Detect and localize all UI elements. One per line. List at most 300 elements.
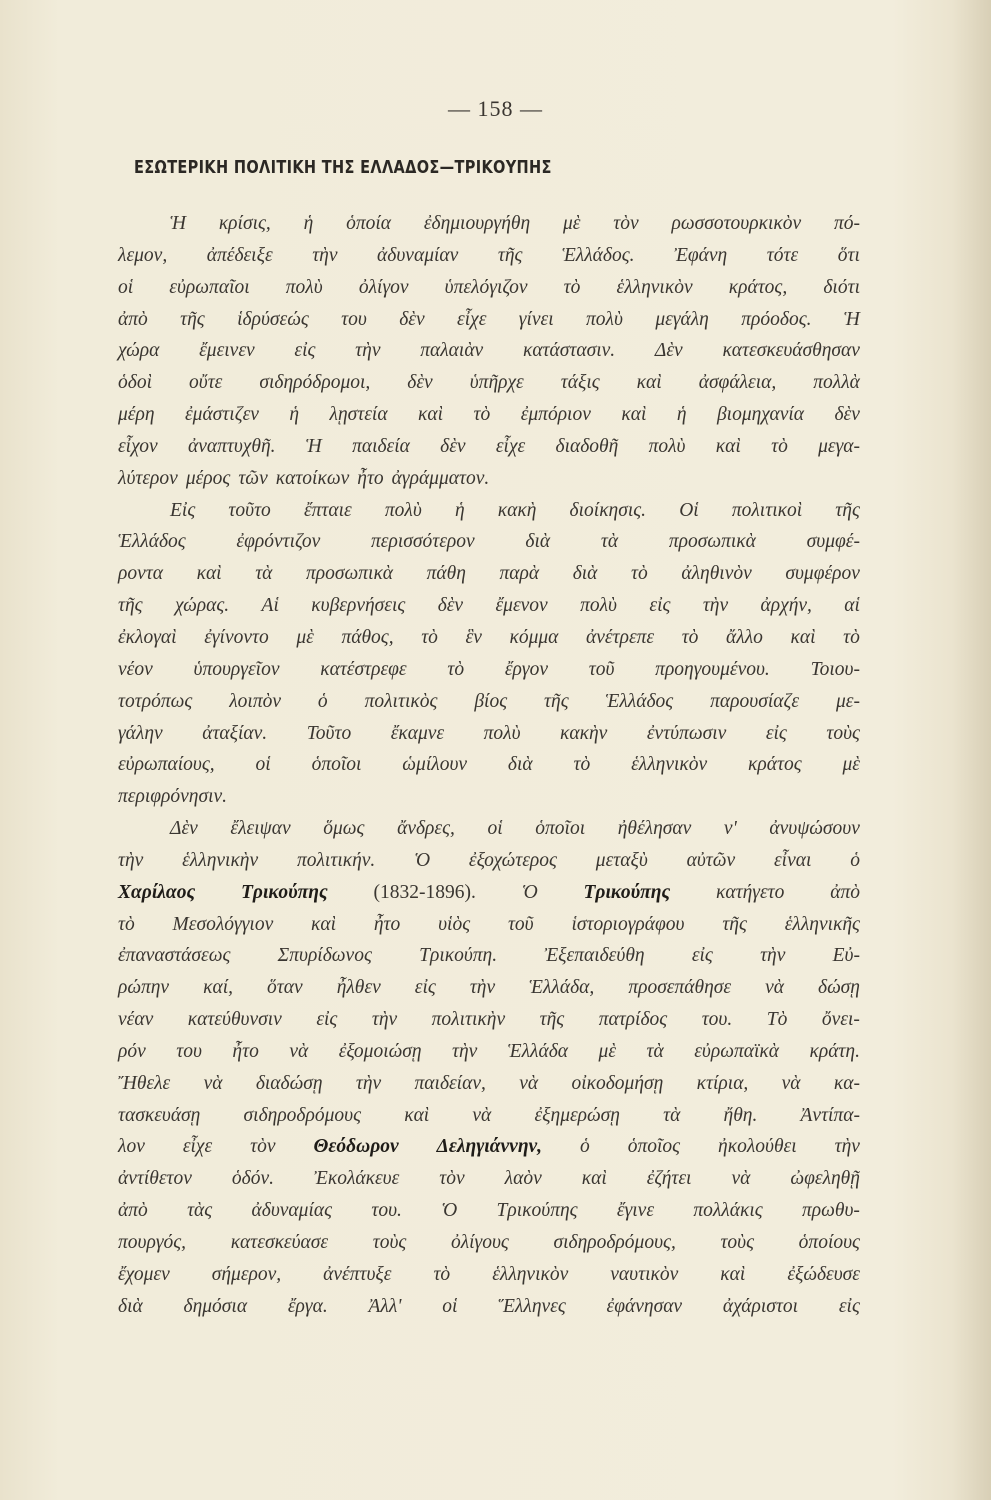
- word: Ἀντίπα-: [800, 1104, 860, 1126]
- word: Ἡ: [305, 435, 322, 457]
- word: ἀσφάλεια,: [698, 372, 777, 394]
- text-line: [118, 463, 860, 495]
- word: νὰ: [781, 1072, 801, 1094]
- word: καὶ: [790, 626, 816, 648]
- text-line: [118, 1131, 860, 1163]
- word: ρόν: [118, 1040, 146, 1062]
- page-number: — 158 —: [448, 96, 543, 121]
- word: τῆς: [539, 1009, 565, 1031]
- word: τῆς: [544, 690, 569, 712]
- word: εὐρωπαῖοι: [169, 276, 250, 298]
- word: κακὴν: [560, 722, 608, 744]
- word: λον: [118, 1136, 145, 1158]
- word: Ἡ: [843, 308, 860, 330]
- word: ἀπὸ: [118, 308, 148, 330]
- word: ἠθέλησαν: [617, 818, 692, 840]
- word: ἔμεινεν: [199, 340, 255, 362]
- word: διὰ: [507, 754, 533, 776]
- text-line: [118, 1195, 860, 1227]
- word: τὸ: [421, 626, 438, 648]
- word: δὲν: [437, 595, 464, 617]
- word: καὶ: [621, 404, 647, 426]
- text-line: [118, 877, 860, 909]
- word: μεταξὺ: [595, 849, 648, 871]
- word: μέρος: [185, 467, 231, 489]
- word: βίος: [474, 690, 508, 712]
- word: ἀνέπτυξε: [323, 1263, 392, 1285]
- word: οἱ: [487, 818, 503, 840]
- word: του: [341, 308, 367, 330]
- word: μεγάλη: [655, 308, 709, 330]
- word: διοίκησις.: [569, 499, 647, 521]
- word: τῆς: [180, 308, 205, 330]
- word: ἠκολούθει: [718, 1136, 797, 1158]
- word: ἦτο: [232, 1040, 259, 1062]
- section-heading: ΕΣΩΤΕΡΙΚΗ ΠΟΛΙΤΙΚΗ ΤΗΣ ΕΛΛΑΔΟΣ—ΤΡΙΚΟΥΠΗΣ: [134, 158, 552, 178]
- word: ἑλληνικὸν: [616, 276, 693, 298]
- word: εἰς: [649, 595, 671, 617]
- word: τὰς: [187, 1200, 213, 1222]
- word: ὁδόν.: [231, 1168, 275, 1190]
- word: πολλὰ: [813, 372, 860, 394]
- word: ἔπταιε: [303, 499, 352, 521]
- word: εἰς: [765, 722, 787, 744]
- word: λεμον,: [118, 244, 168, 266]
- word: Τρικούπης: [496, 1200, 578, 1222]
- word: πολιτικὸς: [364, 690, 438, 712]
- word: Ἡ: [170, 213, 186, 234]
- word: τὴν: [371, 1009, 398, 1031]
- text-line: [118, 1163, 860, 1195]
- word: ἔχομεν: [118, 1263, 170, 1285]
- word: τὴν: [702, 595, 729, 617]
- word: ἐφάνησαν: [606, 1295, 683, 1317]
- word: τὸ: [843, 626, 860, 648]
- word: δὲν: [407, 372, 433, 394]
- text-line: [118, 1068, 860, 1100]
- word: τῆς: [497, 244, 523, 266]
- text-line: [118, 1100, 860, 1132]
- word: παρὰ: [499, 563, 540, 585]
- word: ὀλίγον: [358, 276, 409, 298]
- word: Ἑλλάδα: [507, 1040, 569, 1062]
- word: καὶ: [581, 1168, 607, 1190]
- word: περισσότερον: [371, 531, 475, 553]
- word: κατεσκεύασε: [230, 1232, 329, 1253]
- word: ἀναπτυχθῆ.: [187, 435, 276, 457]
- word: ἔμενον: [495, 595, 548, 617]
- word: ὠφεληθῇ: [790, 1168, 860, 1190]
- word: τὸ: [473, 404, 491, 426]
- word: ἑλληνικὴν: [182, 849, 259, 871]
- text-line: [118, 495, 860, 527]
- word: νὰ: [765, 977, 784, 999]
- word: ἐμπόριον: [520, 404, 591, 426]
- word: πολὺ: [580, 595, 618, 617]
- word: γάλην: [118, 722, 163, 744]
- word: ἑλληνικὸν: [631, 754, 708, 776]
- word: εὐρωπαίους,: [118, 754, 215, 776]
- word: ἐπαναστάσεως: [118, 945, 231, 967]
- text-line: [118, 558, 860, 590]
- word: μέρη: [118, 404, 155, 426]
- word: Δὲν: [170, 818, 198, 840]
- body-text: [118, 208, 860, 1323]
- word: εἶναι: [774, 849, 812, 871]
- word: τῆς: [835, 499, 860, 521]
- word: πό-: [833, 213, 860, 234]
- word: γίνει: [518, 308, 554, 330]
- word: καί,: [203, 977, 233, 999]
- word: τὸν: [439, 1168, 465, 1190]
- text-line: [118, 972, 860, 1004]
- word: ὁποῖοι: [311, 754, 362, 776]
- word: ἀδυναμίαν: [377, 244, 459, 266]
- word: ἐγίνοντο: [204, 626, 269, 648]
- word: ἦλθεν: [336, 977, 381, 999]
- text-line: [118, 1004, 860, 1036]
- word: ἀντίθετον: [118, 1168, 192, 1190]
- text-line: [118, 654, 860, 686]
- word: ἄνδρες,: [397, 818, 455, 840]
- word: τὰ: [663, 1104, 681, 1126]
- word: κα-: [833, 1072, 860, 1094]
- word: εἰς: [414, 977, 436, 999]
- text-line: [118, 781, 860, 813]
- word: πολιτικὴν: [431, 1009, 506, 1031]
- word: Δεληγιάννην,: [436, 1136, 543, 1158]
- word: νὰ: [203, 1072, 223, 1094]
- word: τοὺς: [720, 1232, 755, 1253]
- word: νὰ: [472, 1104, 492, 1126]
- text-line: [118, 1227, 860, 1259]
- word: ἑλληνικὸν: [492, 1263, 569, 1285]
- word: ἐξοχώτερος: [468, 849, 557, 871]
- word: ἐξομοιώσῃ: [338, 1040, 422, 1062]
- word: ἔκαμνε: [390, 722, 445, 744]
- word: σήμερον,: [211, 1263, 282, 1285]
- text-line: [118, 208, 860, 240]
- text-line: [118, 686, 860, 718]
- word: ἐκλογαὶ: [118, 626, 177, 648]
- word: τὸ: [771, 435, 788, 457]
- text-line: [118, 845, 860, 877]
- word: τῆς: [722, 913, 747, 935]
- word: Τὸ: [766, 1009, 788, 1031]
- word: Οἱ: [679, 499, 699, 521]
- word: προσεπάθησε: [628, 977, 732, 999]
- word: εἰς: [691, 945, 713, 967]
- word: διὰ: [118, 1295, 143, 1317]
- word: Μεσολόγγιον: [172, 913, 274, 935]
- text-line: [118, 399, 860, 431]
- word: πολιτικοὶ: [731, 499, 803, 521]
- word: κατέστρεφε: [320, 658, 407, 680]
- word: ὀλίγους: [450, 1232, 509, 1253]
- word: τῆς: [118, 595, 143, 617]
- word: τὸ: [563, 276, 581, 298]
- word: ἐμάστιζεν: [184, 404, 259, 426]
- word: ἔλειψαν: [230, 818, 291, 840]
- word: ἡ: [289, 404, 300, 426]
- word: λαὸν: [504, 1168, 542, 1190]
- word: Ἐφάνη: [674, 244, 728, 266]
- word: μὲ: [562, 213, 581, 234]
- word: ἀληθινὸν: [681, 563, 752, 585]
- word: καὶ: [311, 913, 337, 935]
- word: ἐντύπωσιν: [646, 722, 727, 744]
- word: ὁδοὶ: [118, 372, 152, 394]
- word: ὅταν: [267, 977, 303, 999]
- word: Ἐκολάκευε: [314, 1168, 400, 1190]
- word: Ἑλλάδος: [605, 690, 674, 712]
- word: προσωπικὰ: [306, 563, 394, 585]
- word: τασκευάσῃ: [118, 1104, 201, 1126]
- word: κρίσις,: [218, 213, 271, 234]
- word: οἱ: [442, 1295, 458, 1317]
- word: καὶ: [418, 404, 444, 426]
- word: Αἱ: [261, 595, 279, 617]
- word: ἀδυναμίας: [251, 1200, 333, 1222]
- word: ἀπὸ: [830, 881, 860, 903]
- word: υἱὸς: [438, 913, 471, 935]
- word: ἄλλο: [726, 626, 763, 648]
- word: μὲ: [598, 1040, 617, 1062]
- word: λύτερον: [118, 467, 178, 489]
- text-line: [118, 240, 860, 272]
- word: πάθη: [426, 563, 466, 585]
- text-line: [118, 718, 860, 750]
- word: πουργός,: [118, 1232, 187, 1253]
- word: ἀγράμματον.: [391, 467, 490, 489]
- word: κακὴ: [497, 499, 537, 521]
- word: τοῦ: [588, 658, 615, 680]
- word: του: [176, 1040, 202, 1062]
- word: ἐφρόντιζον: [236, 531, 321, 553]
- word: σιδηροδρόμους,: [553, 1232, 676, 1253]
- word: βιομηχανία: [716, 404, 805, 426]
- text-line: [118, 1259, 860, 1291]
- word: τοὺς: [826, 722, 860, 744]
- word: κτίρια,: [696, 1072, 749, 1094]
- word: Σπυρίδωνος: [277, 945, 372, 967]
- word: νέαν: [118, 1009, 154, 1031]
- word: τοῦτο: [228, 499, 271, 521]
- text-line: [118, 590, 860, 622]
- word: σιδηρόδρομοι,: [259, 372, 371, 394]
- word: ὑπελόγιζον: [444, 276, 528, 298]
- word: μὲ: [842, 754, 860, 776]
- word: τὴν: [469, 977, 496, 999]
- word: πατρίδος: [598, 1009, 668, 1031]
- word: ἔργα.: [287, 1295, 328, 1317]
- word: Ἑλλάδα,: [529, 977, 595, 999]
- word: εἰς: [316, 1009, 338, 1031]
- word: ὁποία: [346, 213, 392, 234]
- word: ἱστοριογράφου: [571, 913, 685, 935]
- text-line: [118, 272, 860, 304]
- word: πολλάκις: [693, 1200, 763, 1222]
- text-line: [118, 367, 860, 399]
- word: τοτρόπως: [118, 690, 193, 712]
- word: ἐζήτει: [646, 1168, 692, 1190]
- word: ὁ: [850, 849, 860, 871]
- word: τὰ: [255, 563, 273, 585]
- word: δώσῃ: [818, 977, 860, 999]
- word: τὸ: [573, 754, 591, 776]
- word: ἀχάριστοι: [722, 1295, 799, 1317]
- word: Τοῦτο: [306, 722, 352, 744]
- word: νὰ: [731, 1168, 751, 1190]
- text-line: [118, 335, 860, 367]
- word: ὑπῆρχε: [469, 372, 524, 394]
- word: αἱ: [844, 595, 860, 617]
- word: χώρα: [118, 340, 160, 362]
- word: νὰ: [289, 1040, 309, 1062]
- word: τὴν: [118, 849, 144, 871]
- text-line: [118, 526, 860, 558]
- word: ἑλληνικῆς: [784, 913, 860, 935]
- word: δὲν: [834, 404, 860, 426]
- word: ναυτικὸν: [610, 1263, 679, 1285]
- word: ὁ: [580, 1136, 590, 1158]
- word: κατοίκων: [275, 467, 350, 489]
- word: διαδώσῃ: [255, 1072, 323, 1094]
- word: Ἑλλάδος.: [561, 244, 635, 266]
- word: πάθος,: [341, 626, 394, 648]
- word: πολιτικήν.: [296, 849, 376, 871]
- word: Ἤθελε: [118, 1072, 171, 1094]
- word: ἀνυψώσουν: [769, 818, 860, 840]
- word: λοιπὸν: [229, 690, 281, 712]
- word: κατεύθυνσιν: [187, 1009, 282, 1031]
- word: μεγα-: [818, 435, 860, 457]
- word: οἱ: [118, 276, 134, 298]
- word: ἤθη.: [723, 1104, 758, 1126]
- word: τὰ: [646, 1040, 664, 1062]
- word: ρώπην: [118, 977, 170, 999]
- text-line: [118, 813, 860, 845]
- word: καὶ: [404, 1104, 430, 1126]
- word: τότε: [766, 244, 799, 266]
- word: συμφέρον: [785, 563, 860, 585]
- word: τὴν: [760, 945, 786, 967]
- word: ἐξημερώσῃ: [534, 1104, 620, 1126]
- word: πολὺ: [648, 435, 686, 457]
- word: ὡμίλουν: [402, 754, 468, 776]
- word: Τρικούπης: [240, 881, 328, 903]
- word: τὸν: [613, 213, 639, 234]
- word: κράτος: [748, 754, 802, 776]
- word: δὲν: [440, 435, 466, 457]
- word: αὐτῶν: [686, 849, 736, 871]
- word: παρουσίαζε: [710, 690, 800, 712]
- word: περιφρόνησιν.: [118, 786, 228, 808]
- word: πολὺ: [285, 276, 323, 298]
- word: τὴν: [834, 1136, 860, 1158]
- word: πρόοδος.: [741, 308, 812, 330]
- word: καὶ: [636, 372, 662, 394]
- word: Χαρίλαος: [118, 881, 196, 903]
- word: εἰς: [838, 1295, 860, 1317]
- word: μὲ: [296, 626, 314, 648]
- text-line: [118, 909, 860, 941]
- word: παλαιὰν: [420, 340, 484, 362]
- word: νέον: [118, 658, 153, 680]
- text-line: [118, 749, 860, 781]
- text-line: [118, 431, 860, 463]
- word: με-: [835, 690, 860, 712]
- word: Δὲν: [654, 340, 683, 362]
- word: ἓν: [465, 626, 482, 648]
- word: τὸ: [447, 658, 465, 680]
- word: του.: [371, 1200, 402, 1222]
- word: πρωθυ-: [801, 1200, 860, 1222]
- word: ἦτο: [357, 467, 384, 489]
- word: τοὺς: [372, 1232, 407, 1253]
- word: Εἰς: [170, 499, 196, 521]
- word: κατήγετο: [716, 881, 785, 903]
- word: ὅτι: [837, 244, 860, 266]
- word: οἰκοδομήσῃ: [571, 1072, 664, 1094]
- word: κράτος,: [728, 276, 788, 298]
- word: τὸ: [681, 626, 699, 648]
- word: ὅμως: [323, 818, 365, 840]
- word: Ἕλληνες: [498, 1295, 566, 1317]
- text-line: [118, 304, 860, 336]
- word: εἶχε: [182, 1136, 213, 1158]
- word: ἡ: [303, 213, 314, 234]
- word: τὸ: [433, 1263, 451, 1285]
- word: ἦτο: [373, 913, 401, 935]
- word: καὶ: [196, 563, 222, 585]
- word: νὰ: [519, 1072, 539, 1094]
- word: τὴν: [452, 1040, 478, 1062]
- word: ὁποῖος: [627, 1136, 681, 1158]
- text-line: [118, 940, 860, 972]
- word: Ὁ: [441, 1200, 458, 1222]
- word: (1832-1896).: [373, 881, 476, 903]
- word: Τρικούπης: [583, 881, 671, 903]
- word: πολὺ: [483, 722, 521, 744]
- word: διαδοθῆ: [555, 435, 619, 457]
- word: προηγουμένου.: [655, 658, 770, 680]
- word: προσωπικὰ: [668, 531, 756, 553]
- word: του.: [701, 1009, 733, 1031]
- word: Ὁ: [414, 849, 431, 871]
- word: διὰ: [525, 531, 551, 553]
- text-line: [118, 1291, 860, 1323]
- word: χώρας.: [174, 595, 230, 617]
- word: ἡ: [676, 404, 687, 426]
- word: εὐρωπαϊκὰ: [694, 1040, 779, 1062]
- word: ἔγινε: [616, 1200, 655, 1222]
- word: Ἑλλάδος: [118, 531, 186, 553]
- word: τὴν: [312, 244, 338, 266]
- word: τάξις: [560, 372, 600, 394]
- word: ὑπουργεῖον: [193, 658, 280, 680]
- word: εἰς: [294, 340, 316, 362]
- word: λῃστεία: [329, 404, 388, 426]
- word: τοῦ: [507, 913, 534, 935]
- word: τὰ: [600, 531, 619, 553]
- word: ὁποίους: [798, 1232, 860, 1253]
- word: Θεόδωρον: [313, 1136, 399, 1158]
- word: ἀνέτρεπε: [586, 626, 655, 648]
- word: τῶν: [238, 467, 268, 489]
- word: Ὁ: [521, 881, 538, 903]
- word: δημόσια: [183, 1295, 248, 1317]
